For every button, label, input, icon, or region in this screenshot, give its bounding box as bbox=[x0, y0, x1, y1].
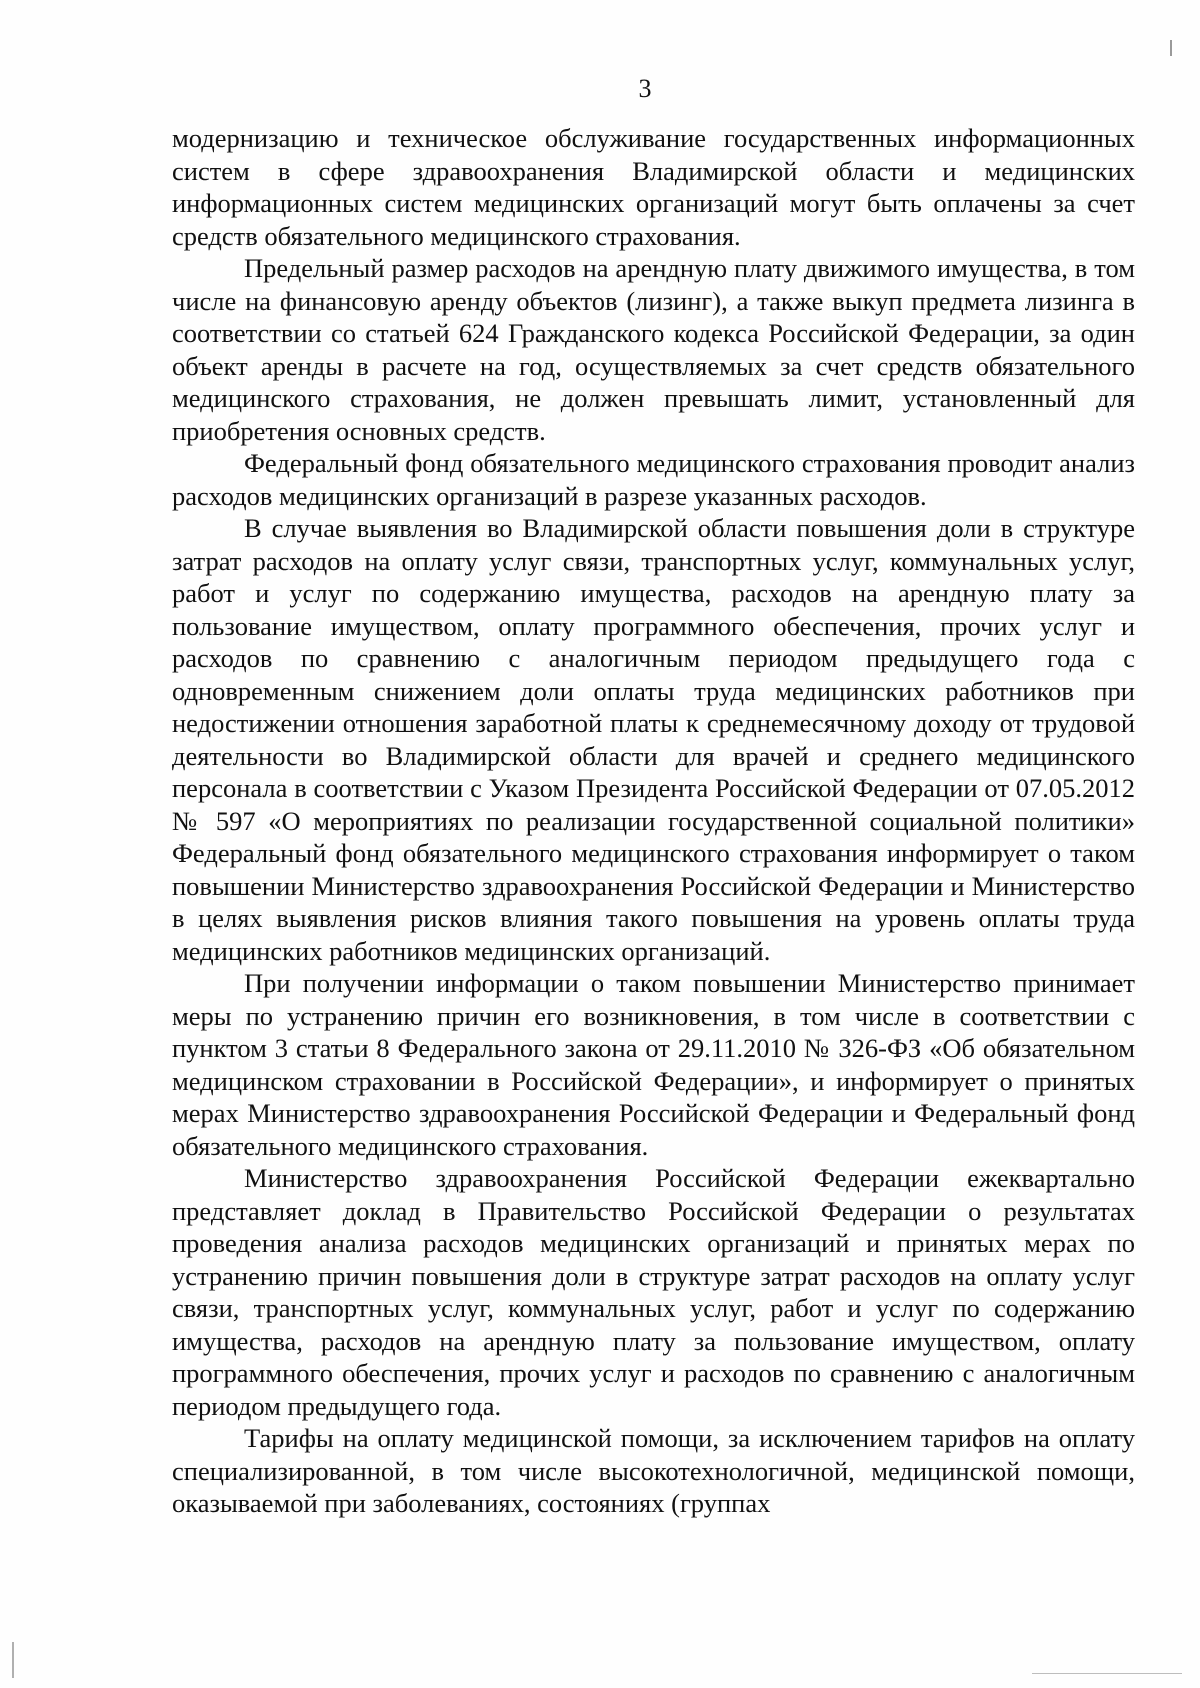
paragraph-ministry-measures: При получении информации о таком повышении Министерство принимает меры по устранению причин его возникновения, в том числе в соответствии с пунктом 3 статьи 8 Федерального закона от 29.11.2010 № 326-ФЗ «Об обязательном медицинском страховании в Российской Федерации», и информирует о принятых мерах Министерство здравоохранения Российской Федерации и Федеральный фонд обязательного медицинского страхования. bbox=[172, 968, 1135, 1161]
scan-mark bbox=[12, 1642, 14, 1678]
scan-edge-line bbox=[1032, 1673, 1182, 1674]
document-body bbox=[172, 122, 1135, 1520]
scan-mark bbox=[1170, 40, 1172, 56]
paragraph-lease-limit: Предельный размер расходов на арендную плату движимого имущества, в том числе на финансовую аренду объектов (лизинг), а также выкуп предмета лизинга в соответствии со статьей 624 Гражданского кодекса Российской Федерации, за один объект аренды в расчете на год, осуществляемых за счет средств обязательного медицинского страхования, не должен превышать лимит, установленный для приобретения основных средств. bbox=[172, 253, 1135, 446]
paragraph-continuation: модернизацию и техническое обслуживание государственных информационных систем в сфере здравоохранения Владимирской области и медицинских информационных систем медицинских организаций могут быть оплачены за счет средств обязательного медицинского страхования. bbox=[172, 123, 1135, 251]
paragraph-cost-increase: В случае выявления во Владимирской области повышения доли в структуре затрат расходов на оплату услуг связи, транспортных услуг, коммунальных услуг, работ и услуг по содержанию имущества, расходов на арендную плату за пользование имуществом, оплату программного обеспечения, прочих услуг и расходов по сравнению с аналогичным периодом предыдущего года с одновременным снижением доли оплаты труда медицинских работников при недостижении отношения заработной платы к среднемесячному доходу от трудовой деятельности во Владимирской области для врачей и среднего медицинского персонала в соответствии с Указом Президента Российской Федерации от 07.05.2012 № 597 «О мероприятиях по реализации государственной социальной политики» Федеральный фонд обязательного медицинского страхования информирует о таком повышении Министерство здравоохранения Российской Федерации и Министерство в целях выявления рисков влияния такого повышения на уровень оплаты труда медицинских работников медицинских организаций. bbox=[172, 513, 1135, 966]
paragraph-ffoms-analysis: Федеральный фонд обязательного медицинского страхования проводит анализ расходов медицинских организаций в разрезе указанных расходов. bbox=[172, 448, 1135, 511]
paragraph-tariffs: Тарифы на оплату медицинской помощи, за исключением тарифов на оплату специализированной, в том числе высокотехнологичной, медицинской помощи, оказываемой при заболеваниях, состояниях (группах bbox=[172, 1423, 1135, 1518]
page-number: 3 bbox=[638, 74, 652, 103]
paragraph-quarterly-report: Министерство здравоохранения Российской Федерации ежеквартально представляет доклад в Правительство Российской Федерации о результатах проведения анализа расходов медицинских организаций и принятых мерах по устранению причин повышения доли в структуре затрат расходов на оплату услуг связи, транспортных услуг, коммунальных услуг, работ и услуг по содержанию имущества, расходов на арендную плату за пользование имуществом, оплату программного обеспечения, прочих услуг и расходов по сравнению с аналогичным периодом предыдущего года. bbox=[172, 1163, 1135, 1421]
